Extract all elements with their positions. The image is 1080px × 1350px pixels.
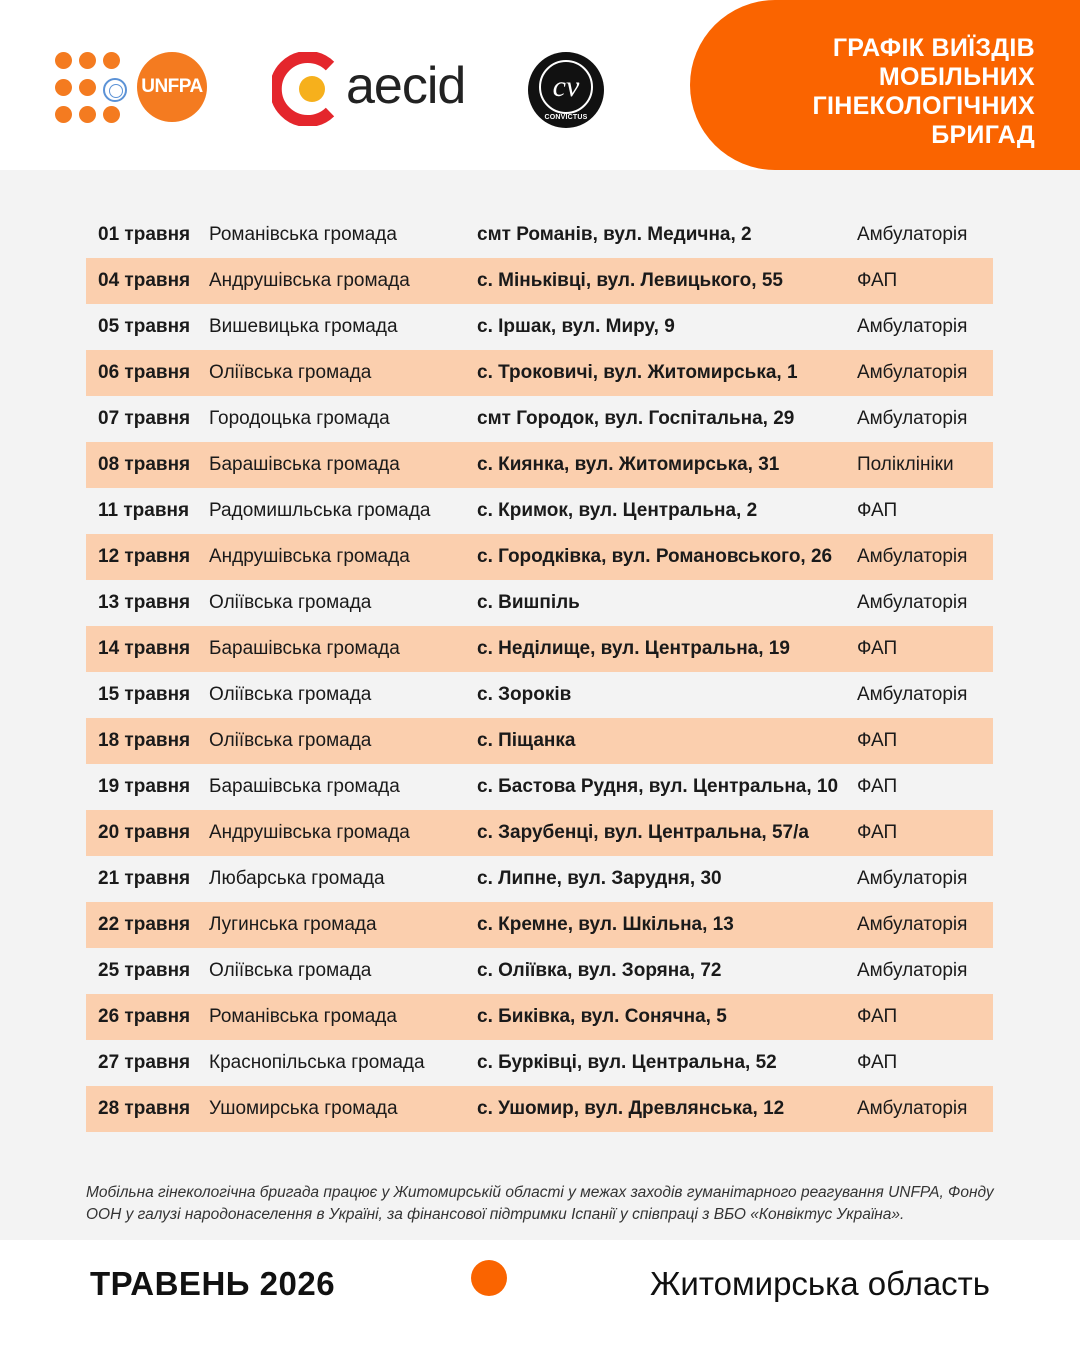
community-cell: Лугинська громада — [209, 914, 377, 935]
date-cell: 08 травня — [98, 454, 191, 475]
date-cell: 20 травня — [98, 822, 191, 843]
table-row — [86, 442, 993, 488]
community-cell: Оліївська громада — [209, 730, 372, 751]
convictus-monogram: cv — [539, 60, 593, 114]
footer-dot-icon — [471, 1260, 507, 1296]
table-row — [86, 902, 993, 948]
un-globe-icon — [103, 78, 127, 102]
table-row — [86, 948, 993, 994]
aecid-wordmark: aecid — [346, 57, 466, 115]
facility-cell: ФАП — [857, 1052, 898, 1073]
header — [0, 0, 1080, 170]
title-banner — [690, 0, 1080, 170]
aecid-mark-icon — [272, 52, 338, 126]
funding-note: Мобільна гінекологічна бригада працює у Житомирській області у межах заходів гуманітарного реагування UNFPA, Фонду ООН у галузі народонаселення в Україні, за фінансової підтримки Іспанії у співпраці з ВБО «Конвіктус Україна». — [86, 1184, 994, 1223]
unfpa-logo — [55, 52, 215, 124]
facility-cell: Поліклініки — [857, 454, 954, 475]
region-label: Житомирська область — [649, 1265, 990, 1302]
table-row — [86, 718, 993, 764]
community-cell: Барашівська громада — [209, 776, 400, 797]
table-row — [86, 626, 993, 672]
facility-cell: ФАП — [857, 822, 898, 843]
convictus-wordmark: CONVICTUS — [544, 114, 588, 121]
facility-cell: ФАП — [857, 638, 898, 659]
table-row — [86, 396, 993, 442]
date-cell: 06 травня — [98, 362, 191, 383]
table-row — [86, 672, 993, 718]
date-cell: 25 травня — [98, 960, 191, 981]
table-row — [86, 534, 993, 580]
convictus-logo — [528, 52, 606, 130]
table-row — [86, 856, 993, 902]
facility-cell: Амбулаторія — [857, 592, 968, 613]
table-row — [86, 212, 993, 258]
address-cell: с. Міньківці, вул. Левицького, 55 — [477, 270, 783, 291]
address-cell: с. Биківка, вул. Сонячна, 5 — [477, 1006, 727, 1027]
date-cell: 14 травня — [98, 638, 191, 659]
address-cell: с. Неділище, вул. Центральна, 19 — [477, 638, 790, 659]
table-row — [86, 258, 993, 304]
facility-cell: Амбулаторія — [857, 868, 968, 889]
community-cell: Оліївська громада — [209, 362, 372, 383]
date-cell: 22 травня — [98, 914, 191, 935]
address-cell: с. Ушомир, вул. Древлянська, 12 — [477, 1098, 785, 1119]
community-cell: Оліївська громада — [209, 684, 372, 705]
table-row — [86, 764, 993, 810]
date-cell: 11 травня — [98, 500, 190, 521]
date-cell: 01 травня — [98, 224, 191, 245]
table-row — [86, 994, 993, 1040]
community-cell: Ушомирська громада — [209, 1098, 398, 1119]
address-cell: с. Городківка, вул. Романовського, 26 — [477, 546, 833, 567]
aecid-logo — [272, 52, 472, 128]
date-cell: 07 травня — [98, 408, 191, 429]
footer — [0, 1240, 1080, 1350]
community-cell: Оліївська громада — [209, 960, 372, 981]
address-cell: с. Кремне, вул. Шкільна, 13 — [477, 914, 734, 935]
facility-cell: Амбулаторія — [857, 362, 968, 383]
address-cell: с. Зороків — [477, 684, 572, 705]
address-cell: с. Троковичі, вул. Житомирська, 1 — [477, 362, 798, 383]
address-cell: с. Бастова Рудня, вул. Центральна, 10 — [477, 776, 839, 797]
address-cell: с. Вишпіль — [477, 592, 580, 613]
community-cell: Андрушівська громада — [209, 270, 410, 291]
facility-cell: ФАП — [857, 1006, 898, 1027]
community-cell: Краснопільська громада — [209, 1052, 425, 1073]
table-row — [86, 1040, 993, 1086]
address-cell: с. Липне, вул. Зарудня, 30 — [477, 868, 722, 889]
address-cell: с. Піщанка — [477, 730, 576, 751]
community-cell: Городоцька громада — [209, 408, 390, 429]
facility-cell: Амбулаторія — [857, 224, 968, 245]
address-cell: с. Оліївка, вул. Зоряна, 72 — [477, 960, 722, 981]
facility-cell: Амбулаторія — [857, 684, 968, 705]
community-cell: Вишевицька громада — [209, 316, 398, 337]
community-cell: Андрушівська громада — [209, 822, 410, 843]
facility-cell: Амбулаторія — [857, 1098, 968, 1119]
address-cell: с. Іршак, вул. Миру, 9 — [477, 316, 675, 337]
date-cell: 15 травня — [98, 684, 191, 705]
community-cell: Барашівська громада — [209, 454, 400, 475]
community-cell: Романівська громада — [209, 224, 397, 245]
date-cell: 12 травня — [98, 546, 191, 567]
facility-cell: Амбулаторія — [857, 914, 968, 935]
community-cell: Радомишльська громада — [209, 500, 431, 521]
table-row — [86, 488, 993, 534]
schedule-table — [86, 212, 993, 1132]
table-row — [86, 810, 993, 856]
page-title: ГРАФІК ВИЇЗДІВ МОБІЛЬНИХ ГІНЕКОЛОГІЧНИХ БРИГАД — [812, 34, 1035, 149]
facility-cell: ФАП — [857, 776, 898, 797]
date-cell: 21 травня — [98, 868, 191, 889]
date-cell: 13 травня — [98, 592, 191, 613]
address-cell: с. Кримок, вул. Центральна, 2 — [477, 500, 758, 521]
schedule-section — [0, 170, 1080, 1240]
address-cell: с. Киянка, вул. Житомирська, 31 — [477, 454, 780, 475]
table-row — [86, 580, 993, 626]
facility-cell: ФАП — [857, 500, 898, 521]
community-cell: Барашівська громада — [209, 638, 400, 659]
address-cell: с. Бурківці, вул. Центральна, 52 — [477, 1052, 777, 1073]
table-row — [86, 350, 993, 396]
date-cell: 18 травня — [98, 730, 191, 751]
table-row — [86, 1086, 993, 1132]
unfpa-badge: UNFPA — [137, 52, 207, 122]
table-row — [86, 304, 993, 350]
address-cell: смт Городок, вул. Госпітальна, 29 — [477, 408, 795, 429]
community-cell: Оліївська громада — [209, 592, 372, 613]
date-cell: 26 травня — [98, 1006, 191, 1027]
date-cell: 28 травня — [98, 1098, 191, 1119]
address-cell: смт Романів, вул. Медична, 2 — [477, 224, 752, 245]
community-cell: Романівська громада — [209, 1006, 397, 1027]
community-cell: Любарська громада — [209, 868, 385, 889]
address-cell: с. Зарубенці, вул. Центральна, 57/а — [477, 822, 809, 843]
month-label: ТРАВЕНЬ 2026 — [90, 1265, 336, 1302]
facility-cell: Амбулаторія — [857, 316, 968, 337]
date-cell: 27 травня — [98, 1052, 191, 1073]
facility-cell: Амбулаторія — [857, 960, 968, 981]
date-cell: 04 травня — [98, 270, 191, 291]
facility-cell: Амбулаторія — [857, 546, 968, 567]
date-cell: 19 травня — [98, 776, 191, 797]
community-cell: Андрушівська громада — [209, 546, 410, 567]
facility-cell: Амбулаторія — [857, 408, 968, 429]
facility-cell: ФАП — [857, 730, 898, 751]
facility-cell: ФАП — [857, 270, 898, 291]
date-cell: 05 травня — [98, 316, 191, 337]
